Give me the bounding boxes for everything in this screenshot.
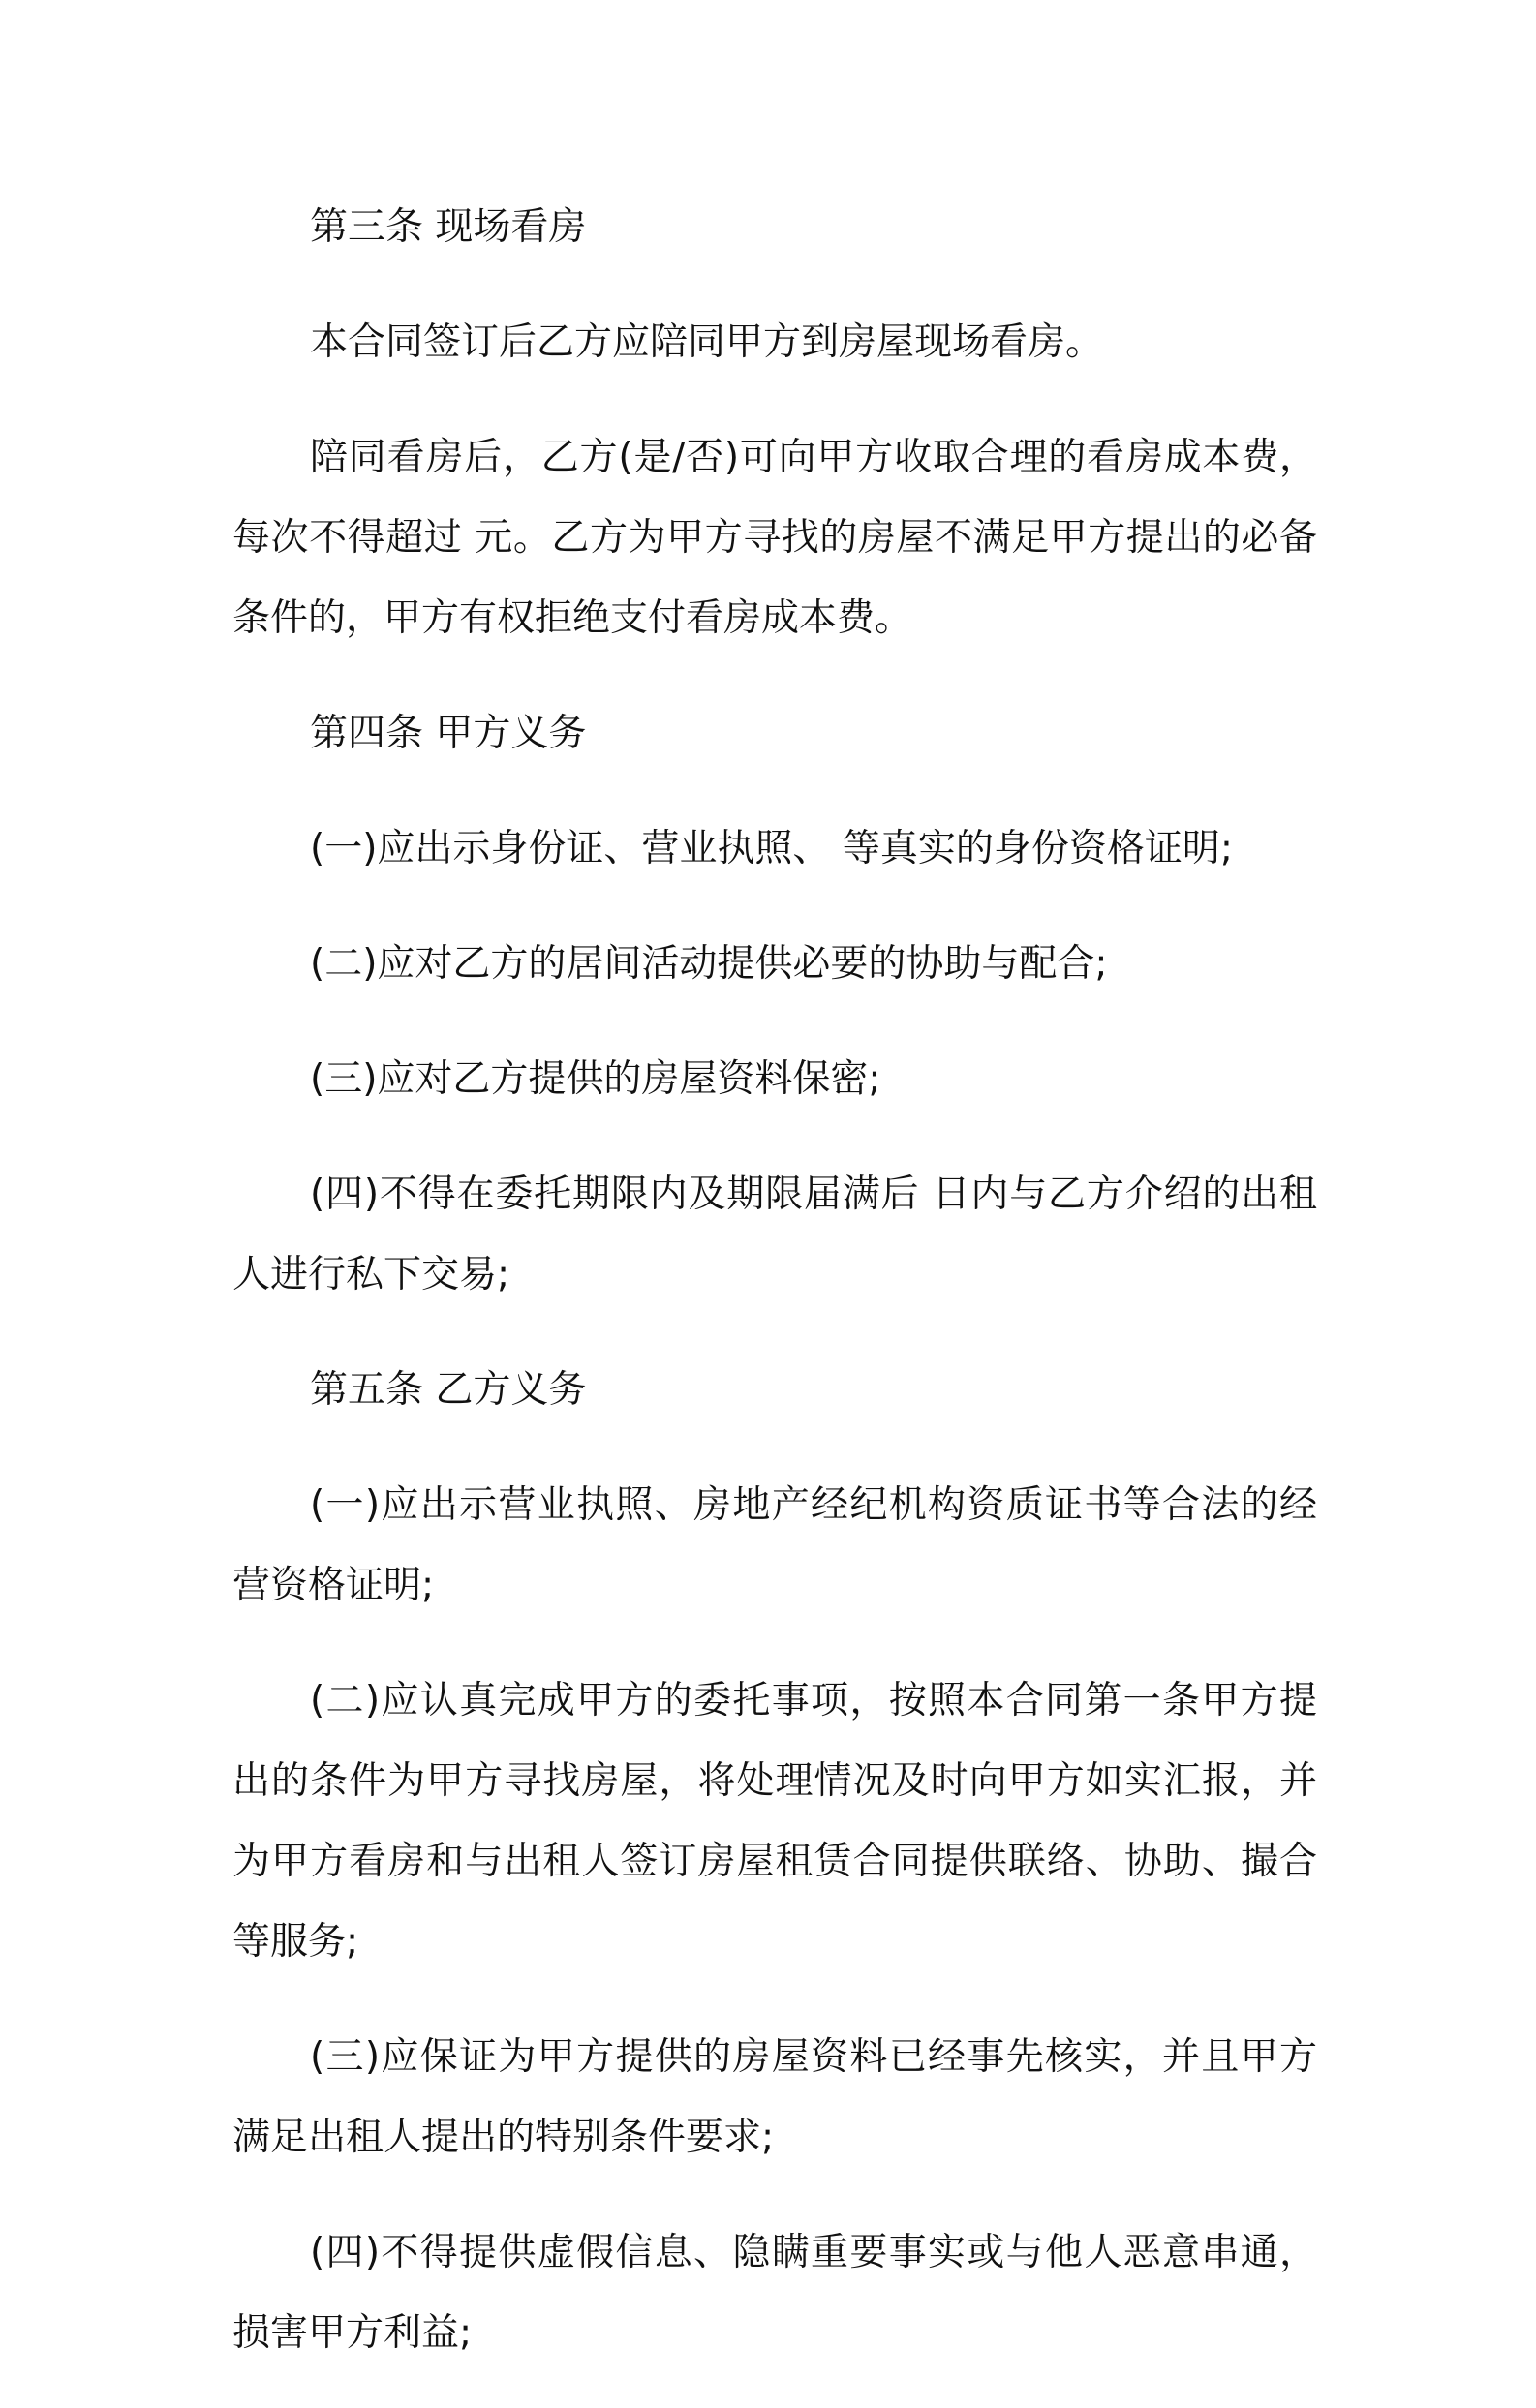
paragraph-party-b-duty-2: (二)应认真完成甲方的委托事项，按照本合同第一条甲方提出的条件为甲方寻找房屋，将处理情况及时向甲方如实汇报，并为甲方看房和与出租人签订房屋租赁合同提供联络、协助、撮合等服务; <box>232 1679 1317 1964</box>
paragraph-party-a-duty-3: (三)应对乙方提供的房屋资料保密; <box>310 1057 881 1101</box>
section-heading-article-4: 第四条 甲方义务 <box>310 712 587 755</box>
section-heading-article-3: 第三条 现场看房 <box>310 205 587 249</box>
paragraph-party-a-duty-4: (四)不得在委托期限内及期限届满后 日内与乙方介绍的出租人进行私下交易; <box>232 1173 1317 1296</box>
paragraph-party-b-duty-1: (一)应出示营业执照、房地产经纪机构资质证书等合法的经营资格证明; <box>232 1483 1317 1607</box>
paragraph-viewing-accompany: 本合同签订后乙方应陪同甲方到房屋现场看房。 <box>310 320 1104 364</box>
paragraph-party-a-duty-2: (二)应对乙方的居间活动提供必要的协助与配合; <box>310 942 1108 986</box>
document-body <box>232 187 1317 2408</box>
paragraph-party-b-duty-3: (三)应保证为甲方提供的房屋资料已经事先核实，并且甲方满足出租人提出的特别条件要求; <box>232 2035 1317 2159</box>
paragraph-party-a-duty-1: (一)应出示身份证、营业执照、 等真实的身份资格证明; <box>310 827 1233 870</box>
paragraph-viewing-fee: 陪同看房后，乙方(是/否)可向甲方收取合理的看房成本费，每次不得超过 元。乙方为甲方寻找的房屋不满足甲方提出的必备条件的，甲方有权拒绝支付看房成本费。 <box>232 436 1317 640</box>
section-heading-article-5: 第五条 乙方义务 <box>310 1368 587 1412</box>
paragraph-party-b-duty-4: (四)不得提供虚假信息、隐瞒重要事实或与他人恶意串通，损害甲方利益; <box>232 2231 1317 2355</box>
